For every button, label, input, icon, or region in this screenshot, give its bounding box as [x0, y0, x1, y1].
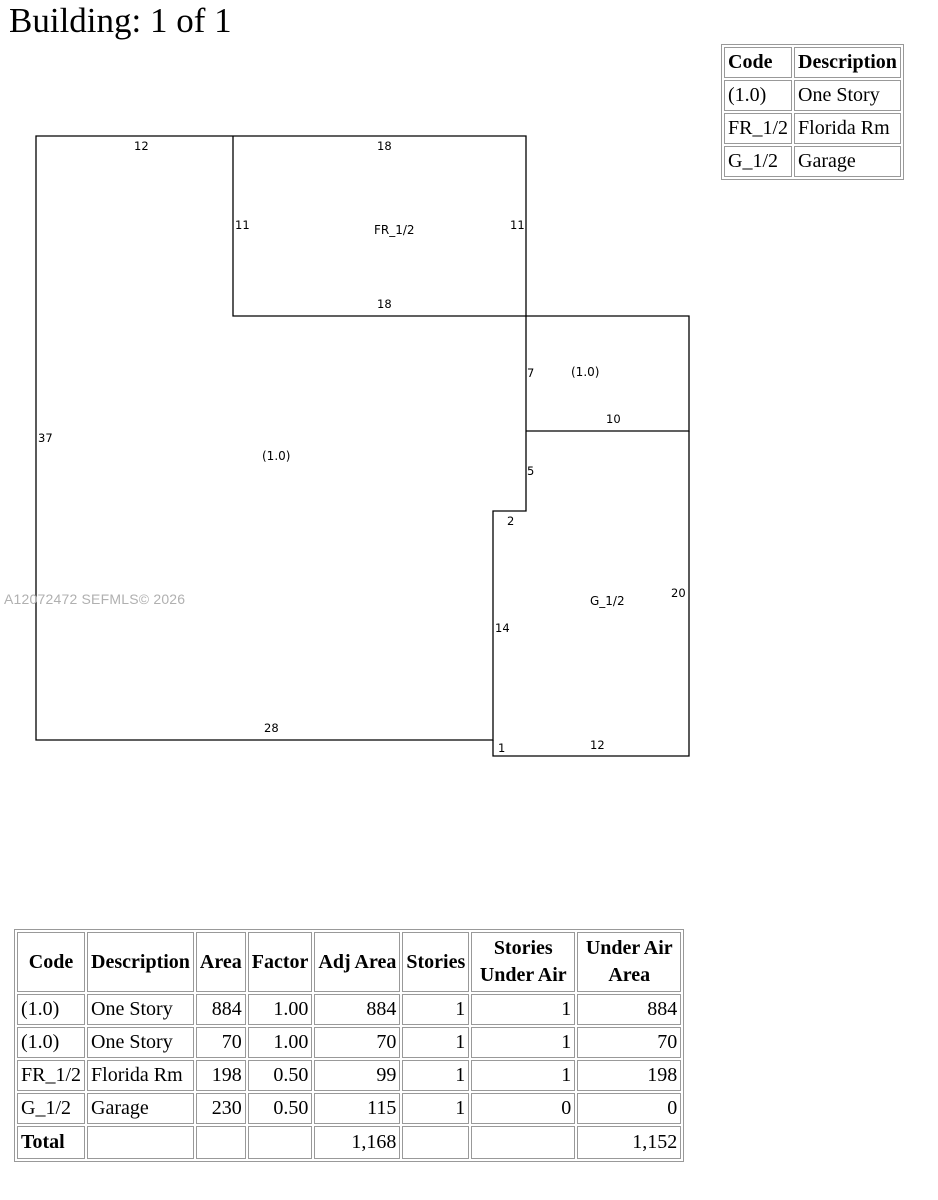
total-label: Total — [17, 1126, 85, 1159]
header-factor: Factor — [248, 932, 313, 992]
empty-cell — [402, 1126, 469, 1159]
header-description: Description — [87, 932, 194, 992]
cell-area: 884 — [196, 994, 246, 1025]
dimension-label: 10 — [606, 412, 621, 426]
cell-under-air-area: 0 — [577, 1093, 681, 1124]
legend-code: G_1/2 — [724, 146, 792, 177]
cell-adj-area: 99 — [314, 1060, 400, 1091]
area-summary-table — [14, 929, 684, 1162]
cell-description: Garage — [87, 1093, 194, 1124]
empty-cell — [87, 1126, 194, 1159]
total-row — [17, 1126, 681, 1159]
dimension-label: 11 — [235, 218, 250, 232]
dimension-label: 7 — [527, 366, 535, 380]
cell-code: FR_1/2 — [17, 1060, 85, 1091]
legend-description: Florida Rm — [794, 113, 901, 144]
header-under-air-area: Under Air Area — [577, 932, 681, 992]
cell-description: One Story — [87, 1027, 194, 1058]
cell-stories-under-air: 1 — [471, 1027, 575, 1058]
cell-code: G_1/2 — [17, 1093, 85, 1124]
cell-area: 70 — [196, 1027, 246, 1058]
cell-stories: 1 — [402, 1027, 469, 1058]
cell-description: Florida Rm — [87, 1060, 194, 1091]
cell-description: One Story — [87, 994, 194, 1025]
cell-adj-area: 884 — [314, 994, 400, 1025]
header-adj-area: Adj Area — [314, 932, 400, 992]
area-code-label: (1.0) — [262, 449, 291, 463]
cell-factor: 0.50 — [248, 1060, 313, 1091]
cell-stories: 1 — [402, 994, 469, 1025]
cell-code: (1.0) — [17, 994, 85, 1025]
legend-code: FR_1/2 — [724, 113, 792, 144]
total-adj-area: 1,168 — [314, 1126, 400, 1159]
cell-adj-area: 115 — [314, 1093, 400, 1124]
dimension-label: 18 — [377, 139, 392, 153]
cell-factor: 0.50 — [248, 1093, 313, 1124]
cell-area: 230 — [196, 1093, 246, 1124]
cell-stories: 1 — [402, 1093, 469, 1124]
legend-header-description: Description — [794, 47, 901, 78]
dimension-label: 2 — [507, 514, 515, 528]
empty-cell — [471, 1126, 575, 1159]
dimension-label: 5 — [527, 464, 535, 478]
cell-factor: 1.00 — [248, 994, 313, 1025]
cell-area: 198 — [196, 1060, 246, 1091]
mls-watermark: A12072472 SEFMLS© 2026 — [4, 591, 186, 607]
table-row — [17, 1093, 681, 1124]
cell-under-air-area: 884 — [577, 994, 681, 1025]
dimension-label: 1 — [498, 741, 506, 755]
cell-adj-area: 70 — [314, 1027, 400, 1058]
header-stories: Stories — [402, 932, 469, 992]
legend-description: Garage — [794, 146, 901, 177]
cell-stories: 1 — [402, 1060, 469, 1091]
dimension-label: 12 — [134, 139, 149, 153]
total-under-air-area: 1,152 — [577, 1126, 681, 1159]
cell-stories-under-air: 1 — [471, 1060, 575, 1091]
empty-cell — [196, 1126, 246, 1159]
cell-under-air-area: 70 — [577, 1027, 681, 1058]
legend-code: (1.0) — [724, 80, 792, 111]
area-code-label: G_1/2 — [590, 594, 625, 608]
area-code-label: (1.0) — [571, 365, 600, 379]
cell-stories-under-air: 0 — [471, 1093, 575, 1124]
legend-header-code: Code — [724, 47, 792, 78]
dimension-label: 14 — [495, 621, 510, 635]
table-row — [17, 1027, 681, 1058]
empty-cell — [248, 1126, 313, 1159]
dimension-label: 28 — [264, 721, 279, 735]
dimension-label: 11 — [510, 218, 525, 232]
cell-factor: 1.00 — [248, 1027, 313, 1058]
header-stories-under-air: Stories Under Air — [471, 932, 575, 992]
dimension-label: 20 — [671, 586, 686, 600]
table-row — [17, 994, 681, 1025]
main-area-outline — [36, 136, 526, 740]
dimension-label: 12 — [590, 738, 605, 752]
area-code-label: FR_1/2 — [374, 223, 415, 237]
area-table-header-row — [17, 932, 681, 992]
dimension-label: 18 — [377, 297, 392, 311]
legend-description: One Story — [794, 80, 901, 111]
dimension-label: 37 — [38, 431, 53, 445]
cell-under-air-area: 198 — [577, 1060, 681, 1091]
cell-code: (1.0) — [17, 1027, 85, 1058]
header-code: Code — [17, 932, 85, 992]
cell-stories-under-air: 1 — [471, 994, 575, 1025]
header-area: Area — [196, 932, 246, 992]
page-title: Building: 1 of 1 — [9, 1, 232, 40]
table-row — [17, 1060, 681, 1091]
